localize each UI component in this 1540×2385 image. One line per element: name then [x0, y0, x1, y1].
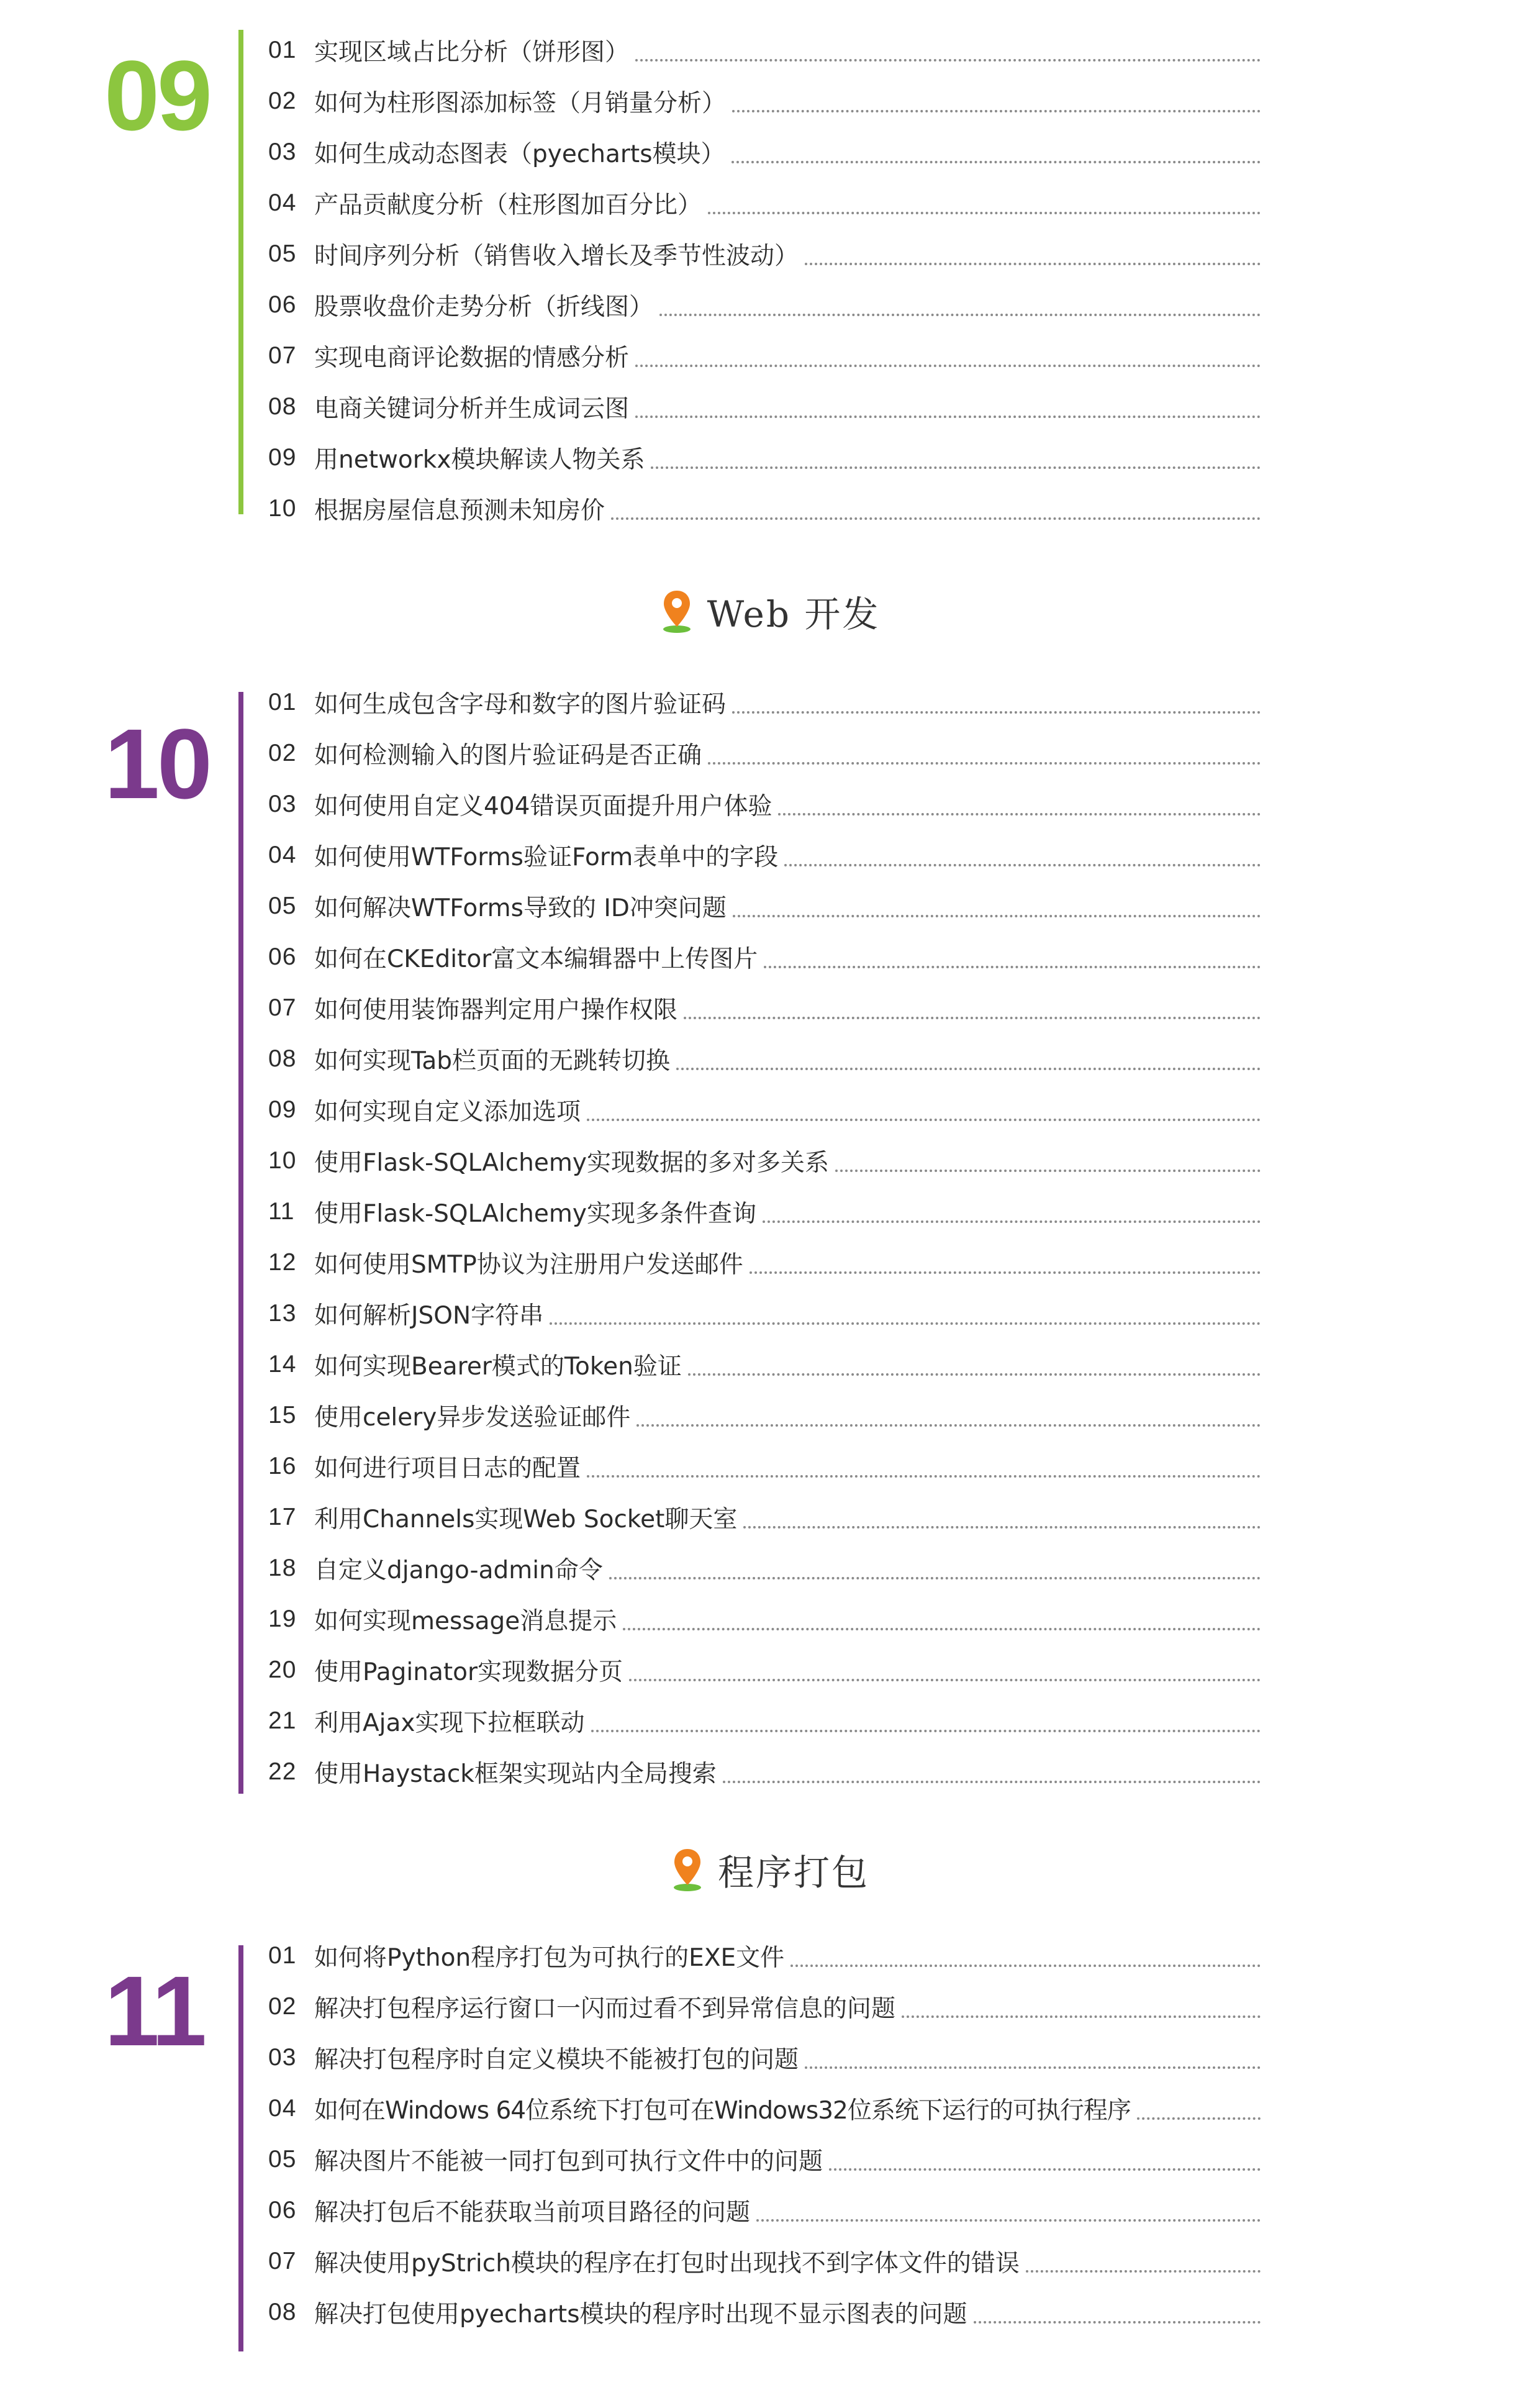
item-title: 解决打包后不能获取当前项目路径的问题 — [314, 2199, 751, 2227]
dot-leader — [708, 212, 1261, 214]
chapter-09 — [0, 25, 1540, 525]
dot-leader — [684, 1017, 1261, 1019]
item-title: 使用Haystack框架实现站内全局搜索 — [314, 1760, 717, 1788]
item-title: 使用Paginator实现数据分页 — [314, 1658, 623, 1686]
dot-leader — [778, 813, 1261, 815]
dot-leader — [974, 2321, 1261, 2324]
dot-leader — [790, 1965, 1261, 1967]
dot-leader — [1026, 2270, 1261, 2273]
item-number: 07 — [268, 342, 297, 369]
item-title: 如何检测输入的图片验证码是否正确 — [314, 742, 702, 770]
dot-leader — [623, 1628, 1261, 1630]
item-title: 如何将Python程序打包为可执行的EXE文件 — [314, 1944, 785, 1972]
item-title: 如何在Windows 64位系统下打包可在Windows32位系统下运行的可执行程序 — [314, 2097, 1131, 2125]
item-title: 根据房屋信息预测未知房价 — [314, 497, 605, 525]
chapter-number: 09 — [104, 40, 210, 151]
item-title: 如何实现自定义添加选项 — [314, 1098, 581, 1126]
toc-item[interactable] — [268, 2134, 1261, 2185]
toc-item[interactable] — [268, 1441, 1261, 1492]
item-number: 04 — [268, 189, 297, 216]
item-title: 如何在CKEditor富文本编辑器中上传图片 — [314, 945, 758, 973]
section-heading-web — [0, 580, 1540, 642]
item-number: 05 — [268, 2146, 297, 2173]
dot-leader — [708, 762, 1261, 765]
dot-leader — [635, 59, 1261, 61]
item-title: 电商关键词分析并生成词云图 — [314, 395, 630, 423]
item-number: 01 — [268, 689, 297, 716]
dot-leader — [688, 1373, 1261, 1376]
toc-item[interactable] — [268, 779, 1261, 830]
item-number: 01 — [268, 1942, 297, 1969]
toc-item[interactable] — [268, 881, 1261, 932]
toc-item[interactable] — [268, 1981, 1261, 2032]
toc-item[interactable] — [268, 1645, 1261, 1696]
item-number: 10 — [268, 1147, 297, 1174]
toc-item[interactable] — [268, 1084, 1261, 1135]
item-number: 02 — [268, 740, 297, 766]
item-number: 17 — [268, 1504, 297, 1530]
toc-item[interactable] — [268, 1594, 1261, 1645]
item-number: 04 — [268, 842, 297, 868]
item-number: 08 — [268, 393, 297, 420]
item-title: 解决打包程序时自定义模块不能被打包的问题 — [314, 2046, 799, 2074]
toc-item[interactable] — [268, 1492, 1261, 1543]
toc-item[interactable] — [268, 178, 1261, 229]
item-number: 06 — [268, 943, 297, 970]
location-pin-icon — [671, 1847, 704, 1892]
toc-item[interactable] — [268, 2185, 1261, 2236]
toc-item[interactable] — [268, 1186, 1261, 1237]
item-title: 如何为柱形图添加标签（月销量分析） — [314, 89, 727, 117]
toc-item[interactable] — [268, 830, 1261, 881]
toc-item[interactable] — [268, 127, 1261, 178]
dot-leader — [902, 2015, 1261, 2018]
dot-leader — [636, 1424, 1261, 1427]
item-title: 利用Channels实现Web Socket聊天室 — [314, 1506, 738, 1533]
dot-leader — [587, 1475, 1261, 1478]
item-number: 04 — [268, 2095, 297, 2122]
chapter-rule — [238, 30, 243, 514]
item-number: 09 — [268, 1096, 297, 1123]
toc-item[interactable] — [268, 2236, 1261, 2287]
item-number: 06 — [268, 2197, 297, 2224]
chapter-10 — [0, 677, 1540, 1801]
toc-item[interactable] — [268, 432, 1261, 483]
toc-item[interactable] — [268, 932, 1261, 983]
item-number: 03 — [268, 791, 297, 817]
item-title: 如何使用装饰器判定用户操作权限 — [314, 996, 678, 1024]
item-number: 05 — [268, 240, 297, 267]
item-title: 如何实现Tab栏页面的无跳转切换 — [314, 1047, 671, 1075]
dot-leader — [835, 1170, 1261, 1172]
dot-leader — [732, 110, 1261, 112]
item-number: 02 — [268, 88, 297, 114]
toc-item[interactable] — [268, 1930, 1261, 1981]
dot-leader — [591, 1730, 1261, 1732]
toc-item[interactable] — [268, 1390, 1261, 1441]
chapter-number: 11 — [104, 1955, 205, 2066]
toc-item[interactable] — [268, 1237, 1261, 1288]
toc-item[interactable] — [268, 2287, 1261, 2338]
dot-leader — [732, 161, 1261, 163]
toc-list — [268, 25, 1261, 534]
toc-item[interactable] — [268, 728, 1261, 779]
item-title: 如何解决WTForms导致的 ID冲突问题 — [314, 894, 727, 922]
item-number: 16 — [268, 1453, 297, 1479]
item-number: 22 — [268, 1758, 297, 1785]
section-heading-packaging — [0, 1838, 1540, 1901]
item-title: 股票收盘价走势分析（折线图） — [314, 293, 654, 321]
item-title: 解决图片不能被一同打包到可执行文件中的问题 — [314, 2148, 823, 2176]
toc-item[interactable] — [268, 2032, 1261, 2083]
dot-leader — [635, 416, 1261, 418]
item-number: 07 — [268, 994, 297, 1021]
dot-leader — [676, 1068, 1261, 1070]
item-number: 21 — [268, 1707, 297, 1734]
item-title: 如何使用SMTP协议为注册用户发送邮件 — [314, 1251, 743, 1279]
item-number: 03 — [268, 2044, 297, 2071]
dot-leader — [743, 1526, 1261, 1529]
item-number: 02 — [268, 1993, 297, 2020]
chapter-number: 10 — [104, 708, 210, 819]
location-pin-icon — [660, 588, 694, 634]
toc-item[interactable] — [268, 1747, 1261, 1797]
item-number: 12 — [268, 1249, 297, 1276]
toc-item[interactable] — [268, 25, 1261, 76]
section-title: 程序打包 — [717, 1851, 869, 1894]
chapter-rule — [238, 692, 243, 1794]
item-title: 使用Flask-SQLAlchemy实现数据的多对多关系 — [314, 1149, 829, 1177]
toc-list — [268, 677, 1261, 1797]
item-title: 如何使用WTForms验证Form表单中的字段 — [314, 843, 779, 871]
dot-leader — [723, 1781, 1261, 1783]
toc-item[interactable] — [268, 1543, 1261, 1594]
item-number: 15 — [268, 1402, 297, 1429]
item-title: 如何实现message消息提示 — [314, 1607, 617, 1635]
item-number: 08 — [268, 2299, 297, 2325]
item-title: 产品贡献度分析（柱形图加百分比） — [314, 191, 702, 219]
item-title: 解决打包使用pyecharts模块的程序时出现不显示图表的问题 — [314, 2301, 967, 2328]
toc-item[interactable] — [268, 2083, 1261, 2134]
item-number: 07 — [268, 2248, 297, 2274]
toc-item[interactable] — [268, 983, 1261, 1034]
toc-item[interactable] — [268, 1034, 1261, 1084]
item-number: 05 — [268, 893, 297, 919]
item-number: 06 — [268, 291, 297, 318]
item-number: 13 — [268, 1300, 297, 1327]
item-title: 自定义django-admin命令 — [314, 1556, 603, 1584]
item-number: 01 — [268, 37, 297, 63]
item-number: 20 — [268, 1656, 297, 1683]
item-title: 如何解析JSON字符串 — [314, 1302, 544, 1330]
item-title: 利用Ajax实现下拉框联动 — [314, 1709, 585, 1737]
item-number: 03 — [268, 139, 297, 165]
toc-item[interactable] — [268, 483, 1261, 534]
chapter-11 — [0, 1930, 1540, 2359]
toc-item[interactable] — [268, 1339, 1261, 1390]
item-title: 用networkx模块解读人物关系 — [314, 446, 645, 474]
dot-leader — [829, 2168, 1261, 2171]
dot-leader — [733, 915, 1261, 917]
dot-leader — [609, 1577, 1261, 1579]
item-title: 如何进行项目日志的配置 — [314, 1455, 581, 1483]
dot-leader — [805, 2066, 1261, 2069]
dot-leader — [659, 314, 1261, 316]
section-title: Web 开发 — [707, 593, 881, 635]
item-number: 10 — [268, 495, 297, 522]
dot-leader — [629, 1679, 1261, 1681]
item-number: 18 — [268, 1555, 297, 1581]
toc-item[interactable] — [268, 1696, 1261, 1747]
dot-leader — [764, 966, 1261, 968]
toc-item[interactable] — [268, 76, 1261, 127]
item-title: 如何生成包含字母和数字的图片验证码 — [314, 691, 727, 719]
toc-item[interactable] — [268, 677, 1261, 728]
item-number: 09 — [268, 444, 297, 471]
dot-leader — [651, 466, 1261, 469]
item-title: 实现电商评论数据的情感分析 — [314, 344, 630, 372]
toc-list — [268, 1930, 1261, 2338]
dot-leader — [805, 263, 1261, 265]
dot-leader — [763, 1220, 1261, 1223]
toc-item[interactable] — [268, 381, 1261, 432]
toc-item[interactable] — [268, 1288, 1261, 1339]
dot-leader — [750, 1271, 1261, 1274]
item-number: 14 — [268, 1351, 297, 1378]
dot-leader — [1137, 2117, 1261, 2120]
dot-leader — [635, 365, 1261, 367]
toc-item[interactable] — [268, 279, 1261, 330]
dot-leader — [587, 1119, 1261, 1121]
item-title: 解决使用pyStrich模块的程序在打包时出现找不到字体文件的错误 — [314, 2250, 1020, 2278]
chapter-rule — [238, 1945, 243, 2351]
toc-item[interactable] — [268, 1135, 1261, 1186]
dot-leader — [732, 711, 1261, 714]
item-title: 如何使用自定义404错误页面提升用户体验 — [314, 793, 772, 820]
toc-item[interactable] — [268, 330, 1261, 381]
item-title: 如何实现Bearer模式的Token验证 — [314, 1353, 682, 1381]
item-number: 08 — [268, 1045, 297, 1072]
dot-leader — [611, 517, 1261, 520]
dot-leader — [756, 2219, 1261, 2222]
item-title: 如何生成动态图表（pyecharts模块） — [314, 140, 725, 168]
item-title: 使用Flask-SQLAlchemy实现多条件查询 — [314, 1200, 756, 1228]
item-number: 19 — [268, 1606, 297, 1632]
item-number: 11 — [268, 1198, 295, 1225]
item-title: 实现区域占比分析（饼形图） — [314, 39, 630, 66]
item-title: 时间序列分析（销售收入增长及季节性波动） — [314, 242, 799, 270]
item-title: 使用celery异步发送验证邮件 — [314, 1404, 631, 1432]
dot-leader — [550, 1322, 1261, 1325]
item-title: 解决打包程序运行窗口一闪而过看不到异常信息的问题 — [314, 1995, 896, 2023]
dot-leader — [784, 864, 1261, 866]
toc-item[interactable] — [268, 229, 1261, 279]
